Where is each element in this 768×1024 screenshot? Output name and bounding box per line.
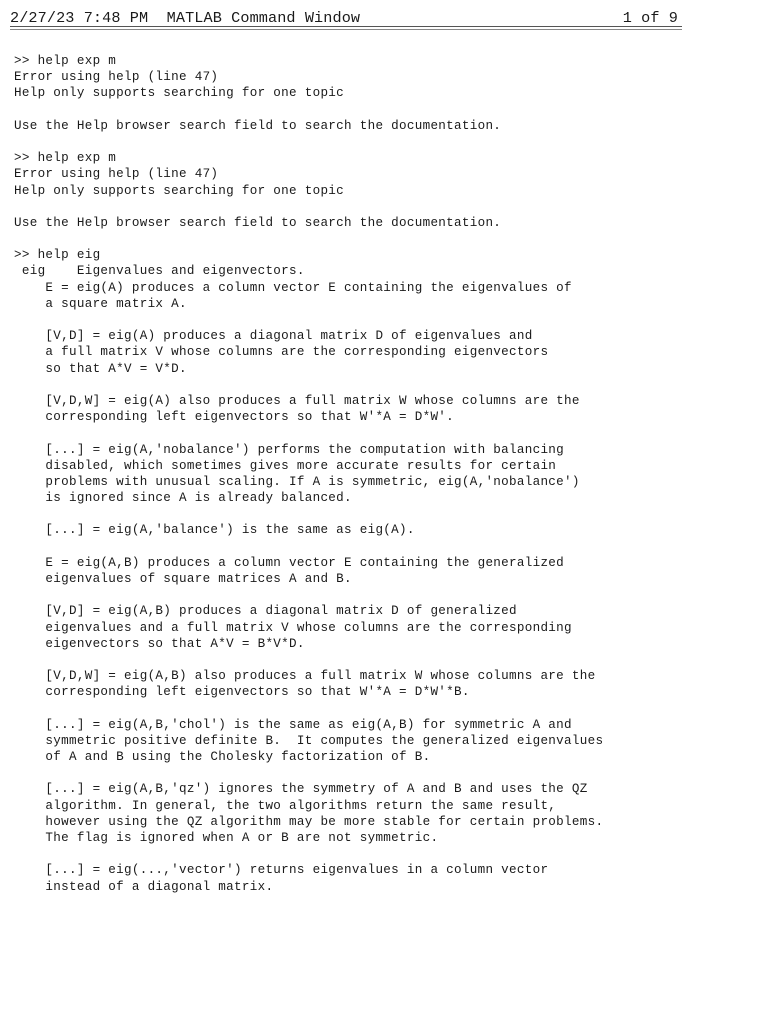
console-line: eig Eigenvalues and eigenvectors. bbox=[14, 264, 305, 279]
console-line bbox=[14, 134, 714, 150]
console-line bbox=[14, 102, 714, 118]
console-line: [V,D] = eig(A,B) produces a diagonal matrix D of generalized bbox=[14, 604, 517, 619]
console-line bbox=[14, 506, 714, 522]
console-line: problems with unusual scaling. If A is symmetric, eig(A,'nobalance') bbox=[14, 474, 580, 489]
console-line: [...] = eig(A,B,'qz') ignores the symmetry of A and B and uses the QZ bbox=[14, 782, 588, 797]
console-line: however using the QZ algorithm may be more stable for certain problems. bbox=[14, 814, 604, 829]
console-line: Help only supports searching for one topic bbox=[14, 183, 345, 198]
console-line: [...] = eig(...,'vector') returns eigenvalues in a column vector bbox=[14, 863, 549, 878]
console-line bbox=[14, 425, 714, 441]
console-line: eigenvectors so that A*V = B*V*D. bbox=[14, 636, 305, 651]
console-line: algorithm. In general, the two algorithms return the same result, bbox=[14, 798, 557, 813]
console-line bbox=[14, 846, 714, 862]
console-line bbox=[14, 539, 714, 555]
console-line: E = eig(A) produces a column vector E containing the eigenvalues of bbox=[14, 280, 572, 295]
console-line: disabled, which sometimes gives more accurate results for certain bbox=[14, 458, 557, 473]
command-window-output bbox=[14, 53, 714, 895]
console-line bbox=[14, 587, 714, 603]
console-line: [...] = eig(A,'nobalance') performs the computation with balancing bbox=[14, 442, 565, 457]
console-line: eigenvalues of square matrices A and B. bbox=[14, 572, 352, 586]
console-line bbox=[14, 377, 714, 393]
console-line bbox=[14, 701, 714, 717]
console-line: Error using help (line 47) bbox=[14, 70, 219, 85]
console-line: >> help exp m bbox=[14, 54, 117, 68]
console-line: eigenvalues and a full matrix V whose columns are the corresponding bbox=[14, 620, 572, 635]
console-line: so that A*V = V*D. bbox=[14, 361, 187, 376]
header-datetime-title: 2/27/23 7:48 PM MATLAB Command Window bbox=[10, 9, 361, 27]
console-line: symmetric positive definite B. It computes the generalized eigenvalues bbox=[14, 733, 604, 748]
console-line: a square matrix A. bbox=[14, 296, 187, 311]
header-divider bbox=[10, 26, 682, 27]
console-line bbox=[14, 765, 714, 781]
console-line: E = eig(A,B) produces a column vector E containing the generalized bbox=[14, 555, 565, 570]
console-line: Use the Help browser search field to search the documentation. bbox=[14, 118, 502, 133]
console-line bbox=[14, 312, 714, 328]
console-line: [V,D,W] = eig(A,B) also produces a full matrix W whose columns are the bbox=[14, 669, 596, 684]
console-line: [...] = eig(A,'balance') is the same as eig(A). bbox=[14, 523, 415, 538]
console-line: >> help eig bbox=[14, 248, 101, 263]
console-line bbox=[14, 231, 714, 247]
console-line: corresponding left eigenvectors so that W'*A = D*W'*B. bbox=[14, 685, 470, 700]
console-line: Use the Help browser search field to search the documentation. bbox=[14, 215, 502, 230]
console-line: The flag is ignored when A or B are not symmetric. bbox=[14, 831, 439, 845]
console-line: Error using help (line 47) bbox=[14, 167, 219, 182]
console-line: [V,D] = eig(A) produces a diagonal matrix D of eigenvalues and bbox=[14, 329, 533, 344]
console-line bbox=[14, 199, 714, 215]
console-line: of A and B using the Cholesky factorization of B. bbox=[14, 750, 431, 765]
console-line: [V,D,W] = eig(A) also produces a full matrix W whose columns are the bbox=[14, 393, 580, 408]
console-line: a full matrix V whose columns are the corresponding eigenvectors bbox=[14, 345, 549, 360]
page-number: 1 of 9 bbox=[622, 9, 678, 27]
header-divider-secondary bbox=[10, 29, 682, 30]
console-line: [...] = eig(A,B,'chol') is the same as eig(A,B) for symmetric A and bbox=[14, 717, 572, 732]
console-line: is ignored since A is already balanced. bbox=[14, 491, 352, 506]
page-header bbox=[10, 8, 682, 28]
console-line: Help only supports searching for one topic bbox=[14, 86, 345, 101]
console-line: >> help exp m bbox=[14, 151, 117, 166]
console-line: corresponding left eigenvectors so that W'*A = D*W'. bbox=[14, 410, 455, 425]
console-line: instead of a diagonal matrix. bbox=[14, 879, 274, 894]
console-line bbox=[14, 652, 714, 668]
